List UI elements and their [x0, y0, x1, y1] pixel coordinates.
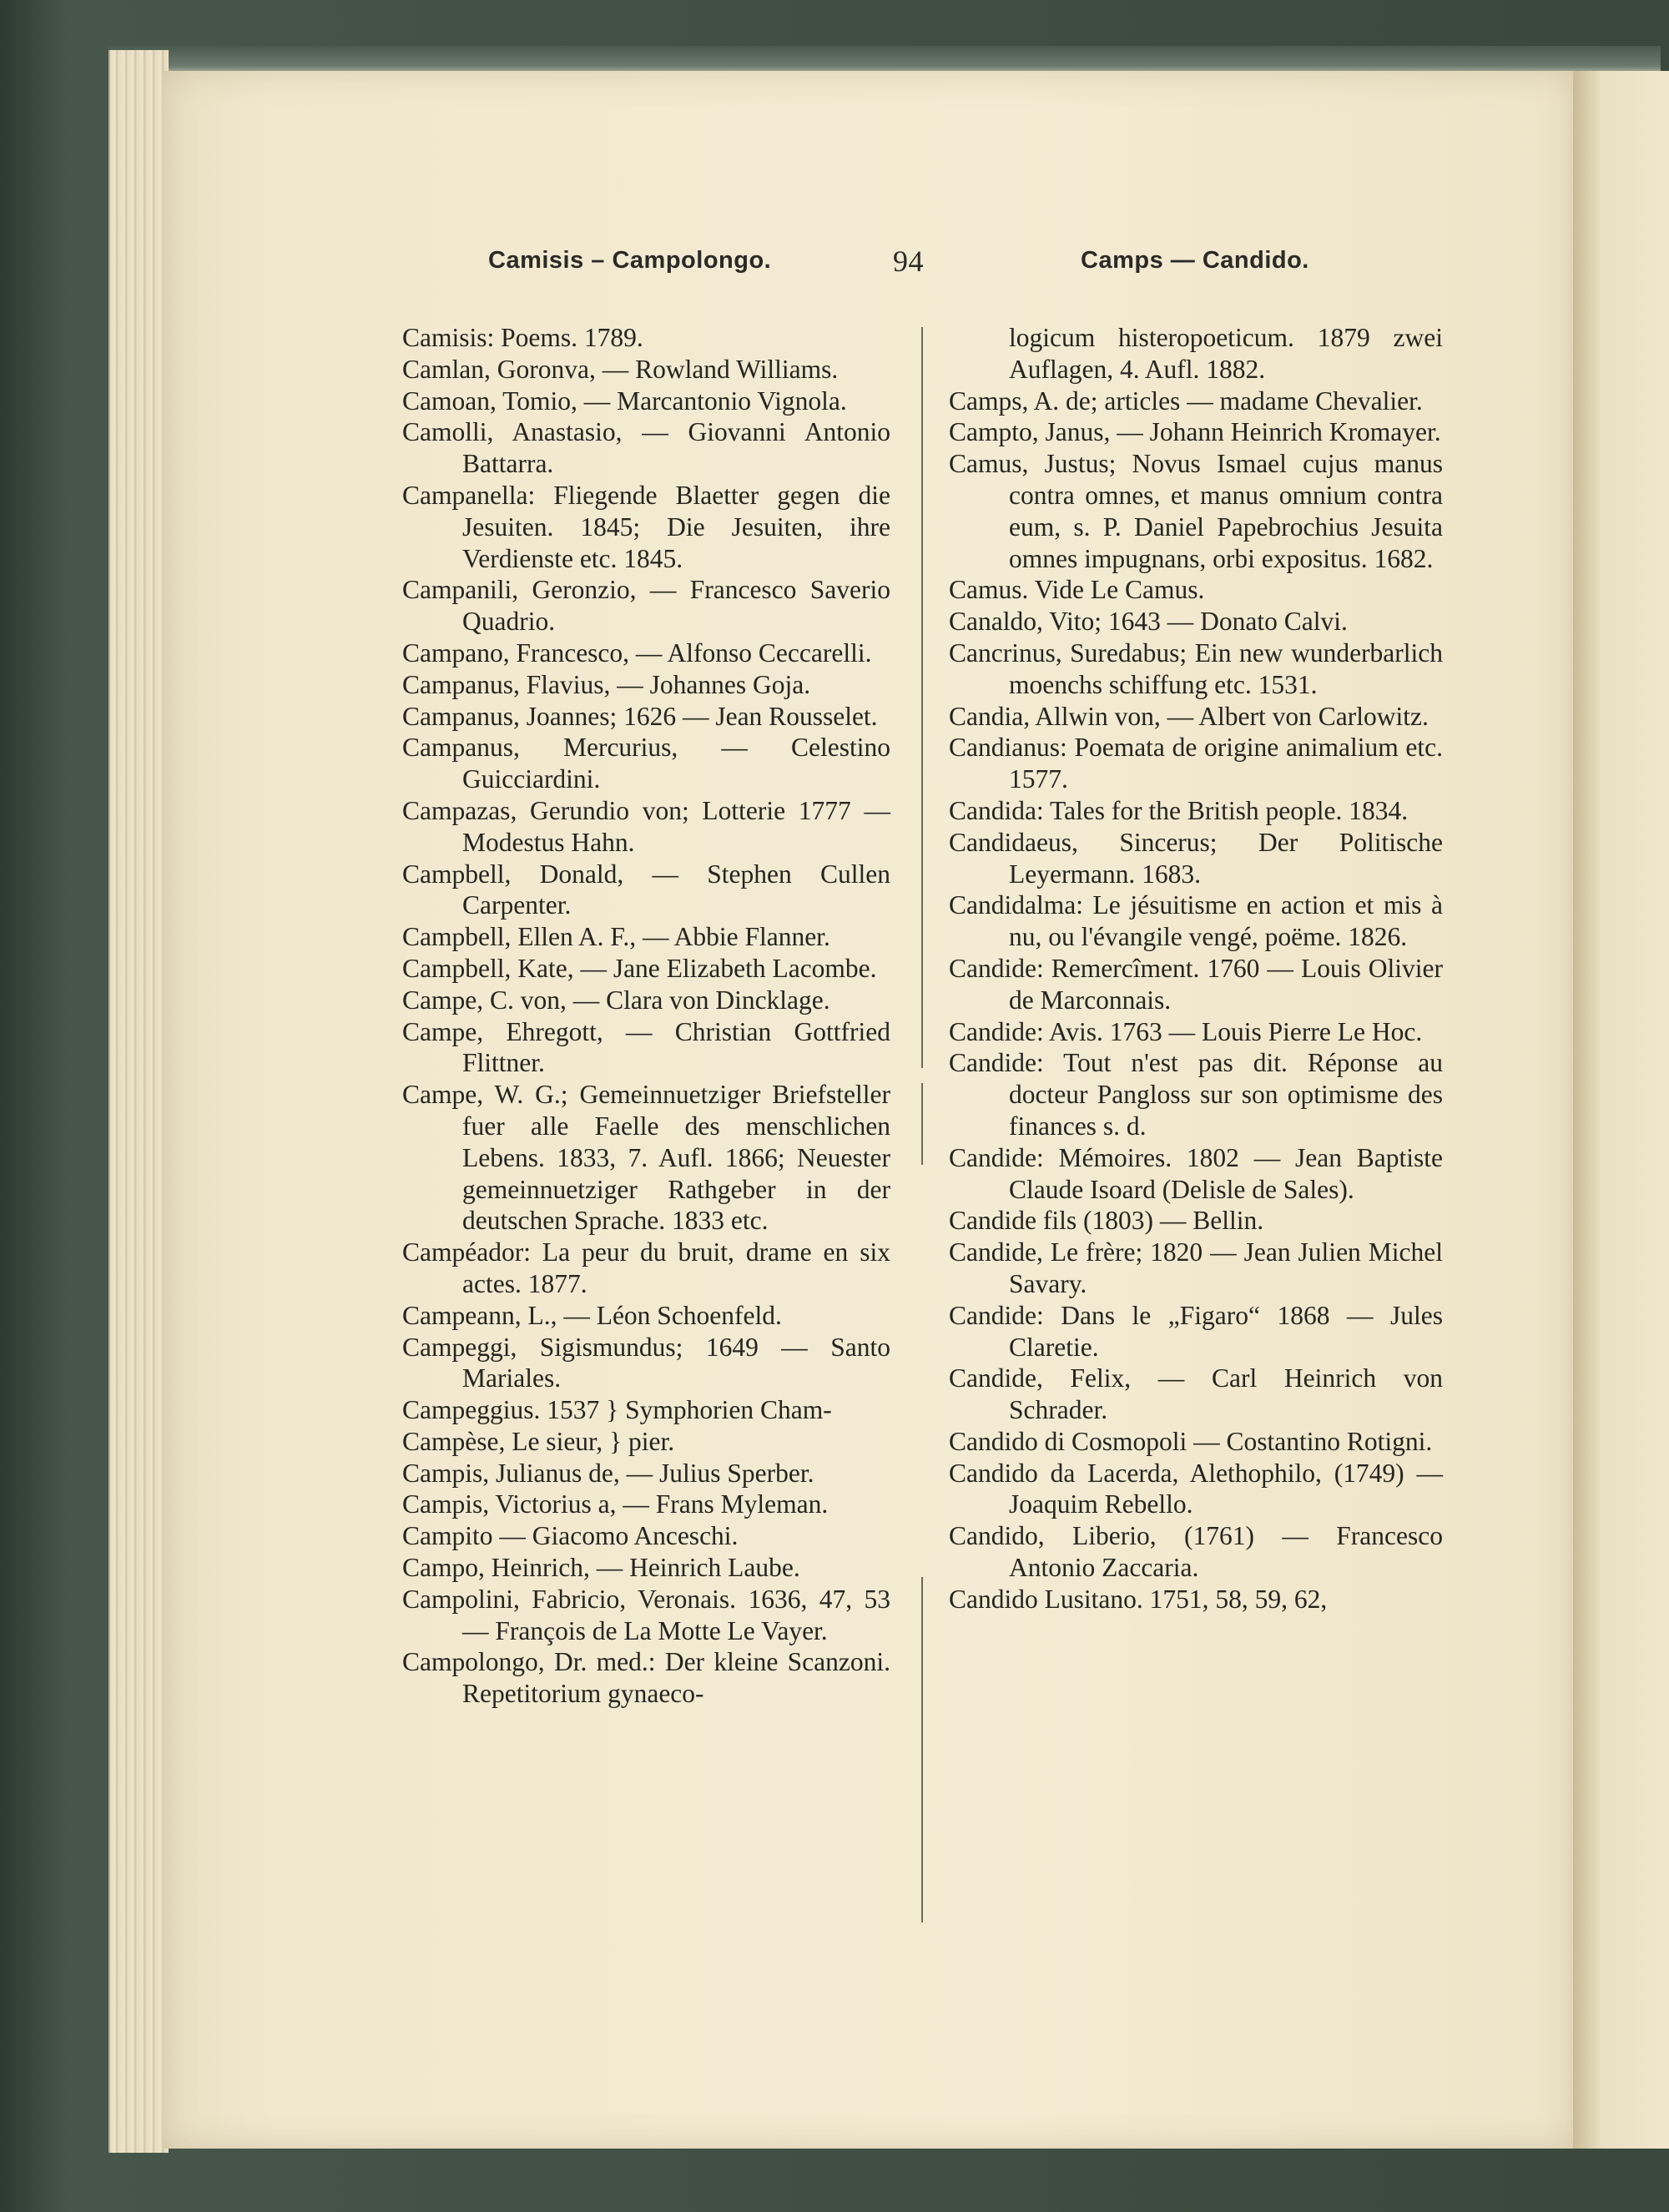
index-entry: Candidalma: Le jésuitisme en action et mis à nu, ou l'évangile vengé, poëme. 1826.	[949, 890, 1443, 952]
index-entry: Candido di Cosmopoli — Costantino Rotigni.	[949, 1426, 1433, 1456]
index-entry: Campanus, Flavius, — Johannes Goja.	[402, 669, 811, 699]
index-entry: Candido Lusitano. 1751, 58, 59, 62,	[949, 1584, 1328, 1614]
index-entry: Campbell, Ellen A. F., — Abbie Flanner.	[402, 922, 830, 952]
index-entry: Candia, Allwin von, — Albert von Carlowitz.	[949, 701, 1429, 731]
index-entry: Campis, Julianus de, — Julius Sperber.	[402, 1458, 814, 1488]
index-entry: Canaldo, Vito; 1643 — Donato Calvi.	[949, 607, 1348, 637]
index-entry: Candide: Tout n'est pas dit. Réponse au docteur Pangloss sur son optimisme des finances s. d.	[949, 1048, 1443, 1141]
index-entry: Campanus, Mercurius, — Celestino Guicciardini.	[402, 733, 890, 794]
index-entry: Campeggius. 1537 } Symphorien Cham-	[402, 1395, 832, 1425]
index-entry: Camolli, Anastasio, — Giovanni Antonio Battarra.	[402, 417, 890, 479]
index-entry-continued: logicum histeropoeticum. 1879 zwei Auflagen, 4. Aufl. 1882.	[1009, 323, 1443, 384]
column-rule-bottom	[921, 1577, 923, 1922]
index-entry: Campito — Giacomo Anceschi.	[402, 1521, 739, 1551]
index-entry: Campe, W. G.; Gemeinnuetziger Briefsteller fuer alle Faelle des menschlichen Lebens. 1833, 7. Aufl. 1866; Neuester gemeinnuetziger Rathgeber in der deutschen Sprache. 1833 etc.	[402, 1080, 890, 1236]
index-entry: Campéador: La peur du bruit, drame en six actes. 1877.	[402, 1237, 890, 1298]
column-rule-lower	[921, 1083, 923, 1165]
index-entry: Campbell, Kate, — Jane Elizabeth Lacombe.	[402, 953, 877, 983]
running-head-left: Camisis – Campolongo.	[488, 247, 772, 274]
page-stack-edge	[108, 50, 169, 2153]
index-entry: Candide fils (1803) — Bellin.	[949, 1206, 1264, 1236]
index-entry: Candide, Felix, — Carl Heinrich von Schrader.	[949, 1363, 1443, 1425]
index-entry: Candide: Mémoires. 1802 — Jean Baptiste Claude Isoard (Delisle de Sales).	[949, 1142, 1443, 1204]
index-entry: Candide: Avis. 1763 — Louis Pierre Le Hoc.	[949, 1016, 1423, 1046]
right-column	[949, 322, 1443, 1615]
index-entry: Cancrinus, Suredabus; Ein new wunderbarlich moenchs schiffung etc. 1531.	[949, 637, 1443, 699]
index-entry: Candidaeus, Sincerus; Der Politische Leyermann. 1683.	[949, 827, 1443, 889]
column-rule-upper	[921, 327, 923, 1068]
index-entry: Campe, C. von, — Clara von Dincklage.	[402, 985, 830, 1015]
index-entry: Campolini, Fabricio, Veronais. 1636, 47, 53 — François de La Motte Le Vayer.	[402, 1584, 890, 1645]
facing-page-edge	[1573, 71, 1669, 2149]
index-entry: Campo, Heinrich, — Heinrich Laube.	[402, 1553, 800, 1583]
index-entry: Campanus, Joannes; 1626 — Jean Rousselet.	[402, 701, 878, 731]
index-entry: Campto, Janus, — Johann Heinrich Kromayer.	[949, 417, 1441, 447]
index-entry: Campolongo, Dr. med.: Der kleine Scanzoni. Repetitorium gynaeco-	[402, 1647, 890, 1709]
index-entry: Campbell, Donald, — Stephen Cullen Carpenter.	[402, 859, 890, 920]
index-entry: Camps, A. de; articles — madame Chevalier.	[949, 385, 1423, 416]
index-entry: Candide: Dans le „Figaro“ 1868 — Jules Claretie.	[949, 1300, 1443, 1362]
index-entry: Campeann, L., — Léon Schoenfeld.	[402, 1300, 782, 1330]
index-entry: Campazas, Gerundio von; Lotterie 1777 — Modestus Hahn.	[402, 795, 890, 857]
index-entry: Campanili, Geronzio, — Francesco Saverio Quadrio.	[402, 575, 890, 637]
index-entry: Candide: Remercîment. 1760 — Louis Olivier de Marconnais.	[949, 953, 1443, 1015]
index-entry: Candianus: Poemata de origine animalium etc. 1577.	[949, 733, 1443, 794]
index-entry: Campèse, Le sieur, } pier.	[402, 1426, 675, 1456]
left-column	[402, 322, 890, 1710]
index-entry: Campeggi, Sigismundus; 1649 — Santo Mariales.	[402, 1332, 890, 1393]
index-entry: Candido, Liberio, (1761) — Francesco Antonio Zaccaria.	[949, 1521, 1443, 1583]
index-entry: Campis, Victorius a, — Frans Myleman.	[402, 1489, 829, 1519]
index-entry: Camoan, Tomio, — Marcantonio Vignola.	[402, 385, 847, 416]
index-entry: Campe, Ehregott, — Christian Gottfried Flittner.	[402, 1016, 890, 1078]
index-entry: Camlan, Goronva, — Rowland Williams.	[402, 354, 839, 384]
index-entry: Candide, Le frère; 1820 — Jean Julien Michel Savary.	[949, 1237, 1443, 1298]
running-head-right: Camps — Candido.	[1081, 247, 1309, 274]
index-entry: Candida: Tales for the British people. 1834.	[949, 795, 1409, 825]
index-entry: Camus, Justus; Novus Ismael cujus manus contra omnes, et manus omnium contra eum, s. P. Daniel Papebrochius Jesuita omnes impugnans, orbi expositus. 1682.	[949, 449, 1443, 573]
index-entry: Campanella: Fliegende Blaetter gegen die Jesuiten. 1845; Die Jesuiten, ihre Verdienste etc. 1845.	[402, 480, 890, 573]
index-entry: Candido da Lacerda, Alethophilo, (1749) — Joaquim Rebello.	[949, 1458, 1443, 1519]
index-entry: Camus. Vide Le Camus.	[949, 575, 1205, 605]
index-entry: Camisis: Poems. 1789.	[402, 323, 643, 352]
index-entry: Campano, Francesco, — Alfonso Ceccarelli.	[402, 637, 872, 668]
page-number: 94	[893, 244, 924, 278]
